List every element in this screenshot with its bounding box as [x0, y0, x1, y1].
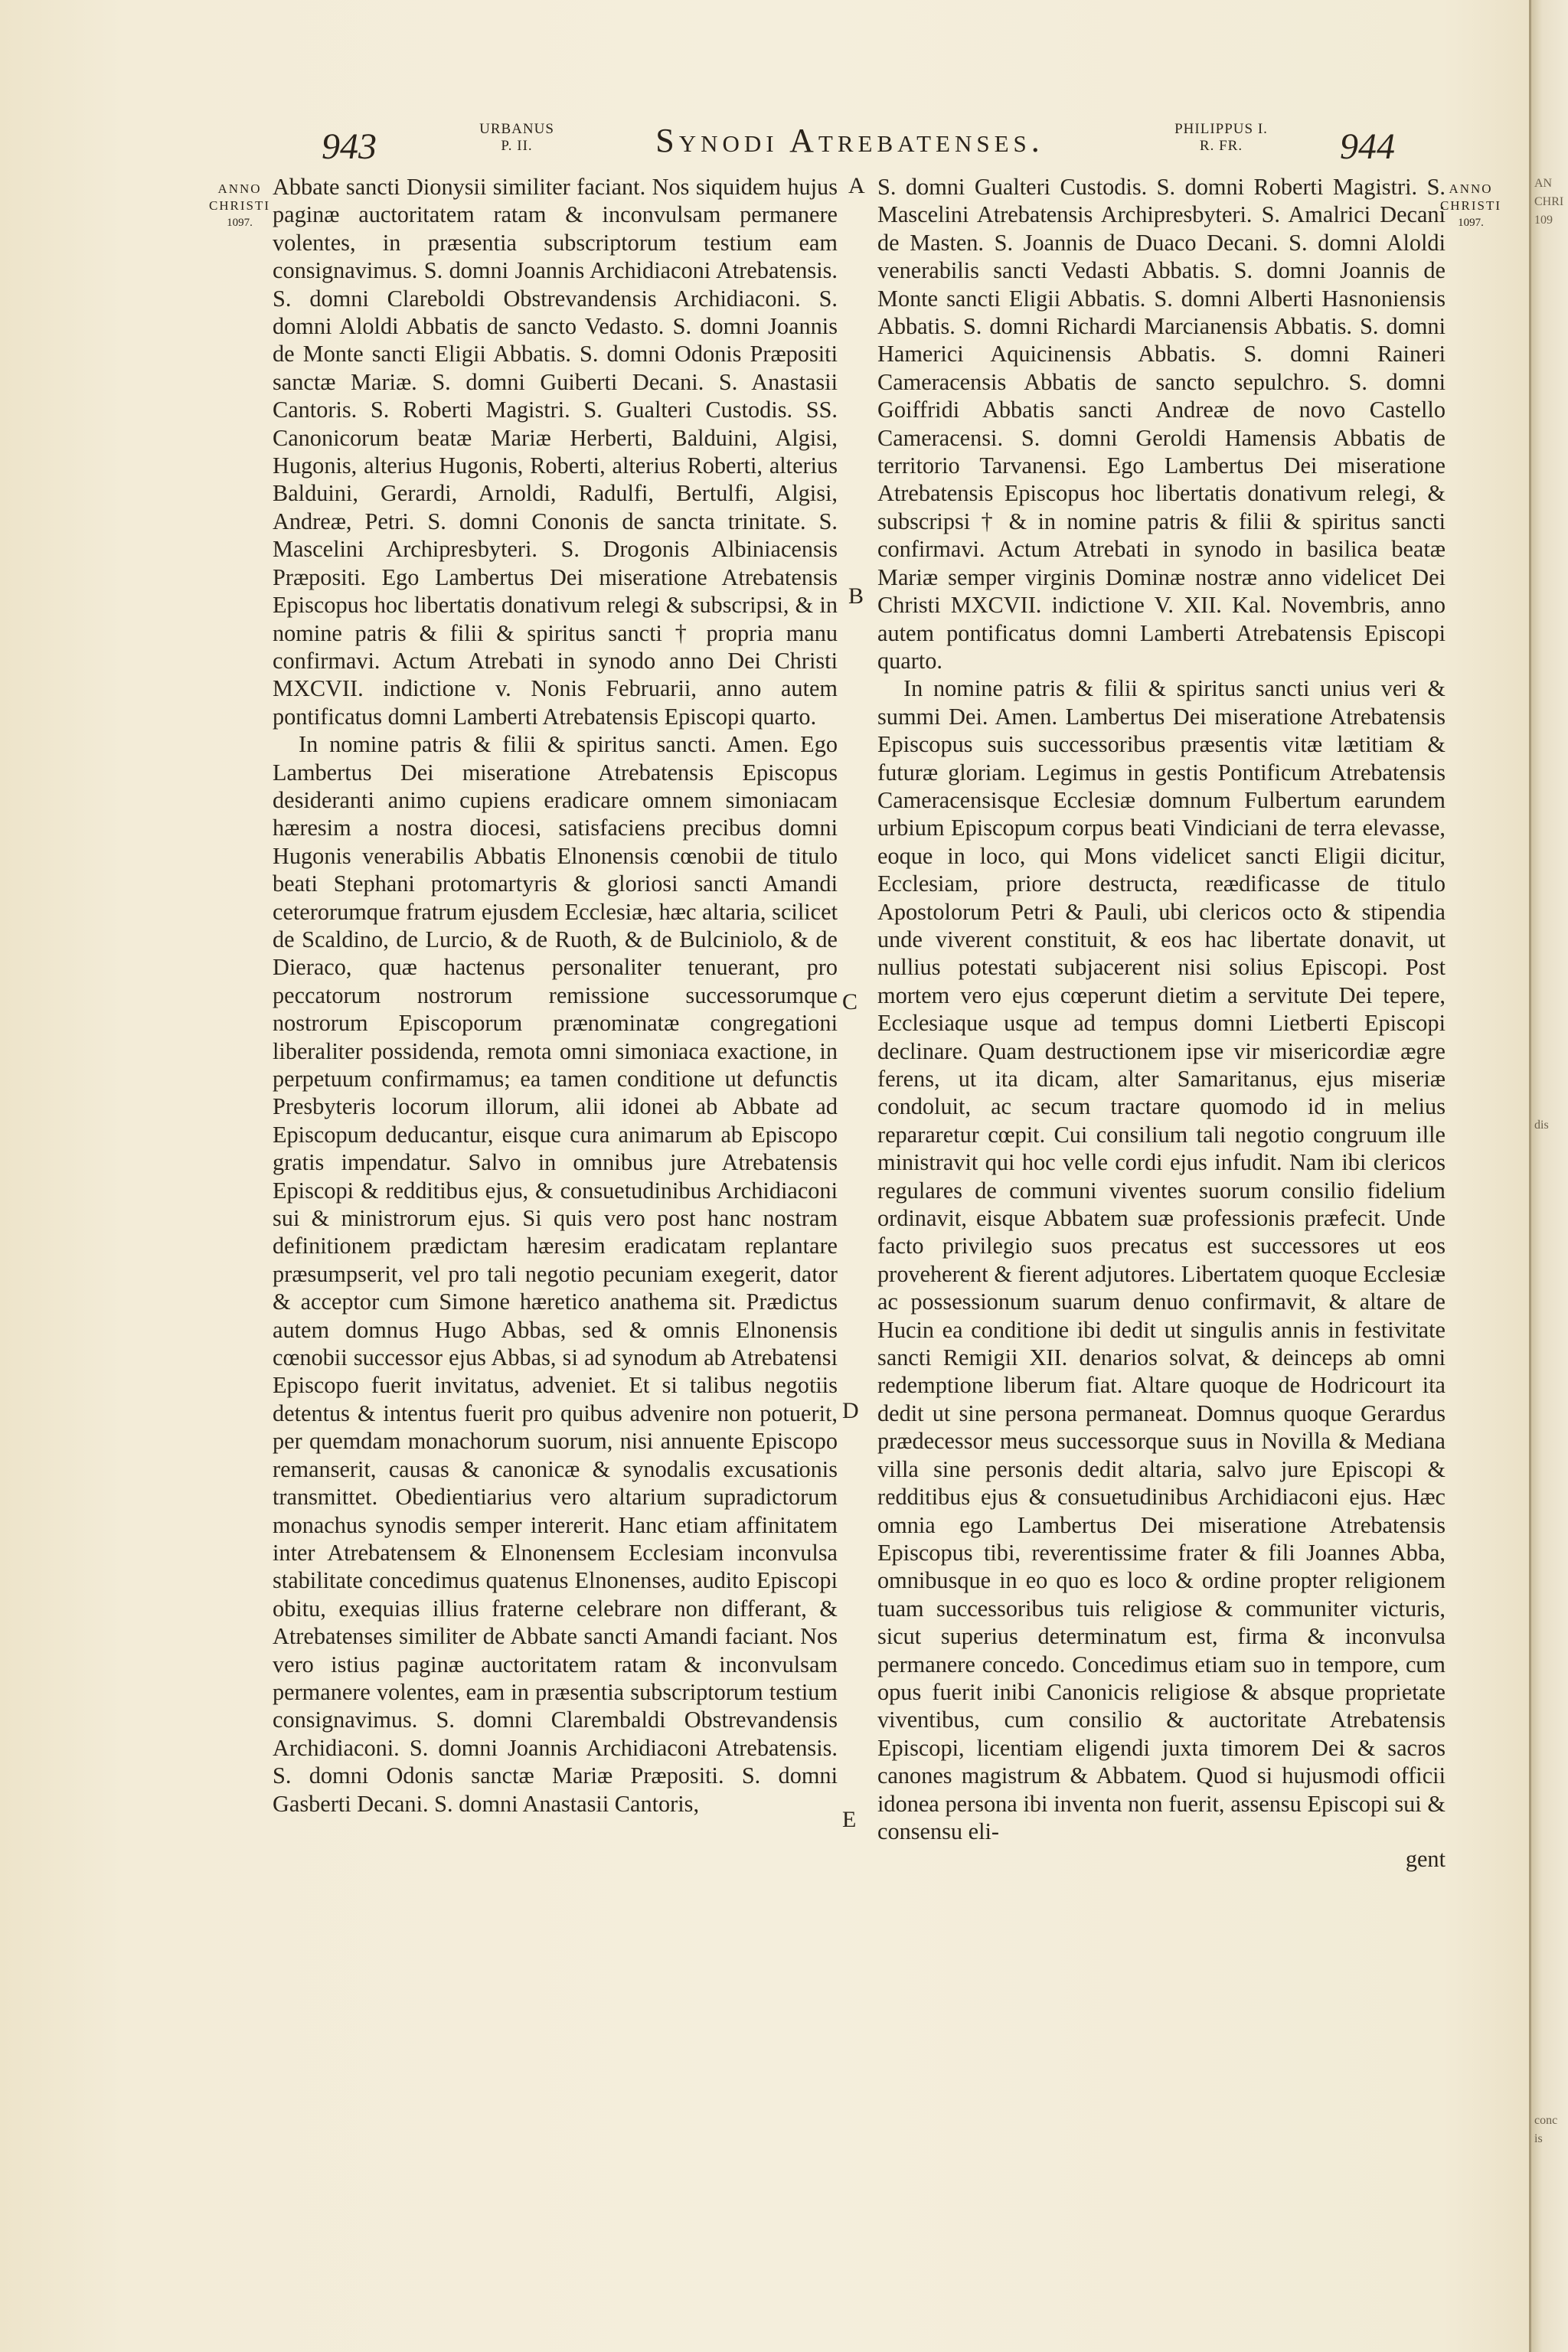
running-head-right: PHILIPPUS I. R. FR. — [1174, 121, 1268, 154]
page-title: Synodi Atrebatenses. — [655, 122, 1044, 159]
page-number-right: 944 — [1340, 126, 1395, 167]
running-head-left: URBANUS P. II. — [479, 121, 554, 154]
catchword: gent — [1405, 1846, 1446, 1873]
text-column-left — [273, 173, 838, 1818]
section-letter-d: D — [842, 1398, 859, 1423]
section-letter-c: C — [842, 989, 858, 1014]
paragraph: In nomine patris & filii & spiritus sancti. Amen. Ego Lambertus Dei miseratione Atrebatensis Episcopus desideranti animo cupiens eradicare omnem simoniacam hæresim a nostra diocesi, satisfaciens precibus domni Hugonis venerabilis Abbatis Elnonensis cœnobii de titulo beati Stephani protomartyris & gloriosi sancti Amandi ceterorumque fratrum ejusdem Ecclesiæ, hæc altaria, scilicet de Scaldino, de Lurcio, & de Ruoth, & de Bulciniolo, & de Dieraco, quæ hactenus personaliter tenuerant, pro peccatorum nostrorum remissione successorumque nostrorum Episcoporum prænominatæ congregationi liberaliter possidenda, remota omni simoniaca exactione, in perpetuum confirmamus; ea tamen conditione ut defunctis Presbyteris locorum illorum, alii idonei ab Abbate ad Episcopum deducantur, eisque cura animarum ab Episcopo gratis impendatur. Salvo in omnibus jure Atrebatensis Episcopi & redditibus ejus, & consuetudinibus Archidiaconi sui & ministrorum ejus. Si quis vero post hanc nostram definitionem prædictam hæresim eradicatam replantare præsumpserit, vel pro tali negotio pecuniam exegerit, dator & acceptor cum Simone hæretico anathema sit. Prædictus autem domnus Hugo Abbas, sed & omnis Elnonensis cœnobii successor ejus Abbas, si ad synodum ab Atrebatensi Episcopo fuerit invitatus, adveniet. Et si talibus negotiis detentus & intentus fuerit pro quibus advenire non potuerit, per quemdam monachorum suorum, nisi annuente Episcopo remanserit, causas & canonicæ & synodalis excusationis transmittet. Obedientiarius vero altarium supradictorum monachus synodis semper intererit. Hanc etiam affinitatem inter Atrebatensem & Elnonensem Ecclesiam inconvulsa stabilitate concedimus quatenus Elnonenses, audito Episcopi obitu, exequias illius fraterne celebrare non differant, & Atrebatenses similiter de Abbate sancti Amandi faciant. Nos vero istius paginæ auctoritatem ratam & inconvulsam permanere volentes, eam in præsentia subscriptorum testium consignavimus. S. domni Clarembaldi Obstrevandensis Archidiaconi. S. domni Joannis Archidiaconi Atrebatensis. S. domni Odonis sanctæ Mariæ Præpositi. S. domni Gasberti Decani. S. domni Anastasii Cantoris, — [273, 731, 838, 1817]
page-number-left: 943 — [322, 126, 377, 167]
margin-note-right: ANNO CHRISTI 1097. — [1439, 181, 1502, 229]
section-letter-a: A — [848, 173, 865, 198]
margin-note-left: ANNO CHRISTI 1097. — [208, 181, 271, 229]
section-letter-b: B — [848, 583, 864, 609]
section-letter-e: E — [842, 1807, 857, 1832]
next-page-edge: AN CHRI 109 dis conc is — [1529, 0, 1568, 2352]
paragraph: S. domni Gualteri Custodis. S. domni Roberti Magistri. S. Mascelini Atrebatensis Archipresbyteri. S. Amalrici Decani de Masten. S. Joannis de Duaco Decani. S. domni Aloldi venerabilis sancti Vedasti Abbatis. S. domni Joannis de Monte sancti Eligii Abbatis. S. domni Alberti Hasnoniensis Abbatis. S. domni Richardi Marcianensis Abbatis. S. domni Hamerici Aquicinensis Abbatis. S. domni Raineri Cameracensis Abbatis de sancto sepulchro. S. domni Goiffridi Abbatis sancti Andreæ de novo Castello Cameracensi. S. domni Geroldi Hamensis Abbatis de territorio Tarvanensi. Ego Lambertus Dei miseratione Atrebatensis Episcopus hoc libertatis donativum relegi, & subscripsi † & in nomine patris & filii & spiritus sancti confirmavi. Actum Atrebati in synodo in basilica beatæ Mariæ semper virginis Dominæ nostræ anno videlicet Dei Christi MXCVII. indictione V. XII. Kal. Novembris, anno autem pontificatus domni Lamberti Atrebatensis Episcopi quarto. — [877, 174, 1446, 674]
text-column-right — [877, 173, 1446, 1873]
paragraph: In nomine patris & filii & spiritus sancti unius veri & summi Dei. Amen. Lambertus Dei miseratione Atrebatensis Episcopus suis successoribus præsentis vitæ lætitiam & futuræ gloriam. Legimus in gestis Pontificum Atrebatensis Cameracensisque Ecclesiæ domnum Fulbertum earundem urbium Episcopum corpus beati Vindiciani de terra elevasse, eoque in loco, qui Mons videlicet sancti Eligii dicitur, Ecclesiam, priore destructa, reædificasse de titulo Apostolorum Petri & Pauli, ubi clericos octo & stipendia unde viverent constituit, & eos hac libertate donavit, ut nullius potestati subjacerent nisi solius Episcopi. Post mortem vero ejus cœperunt dietim a servitute Dei tepere, Ecclesiaque usque ad tempus domni Lietberti Episcopi declinare. Quam destructionem ipse vir misericordiæ ægre ferens, ut ita dicam, alter Samaritanus, ejus miseriæ condoluit, ac secum tractare quomodo id in melius repararetur cœpit. Cui consilium tali negotio congruum ille ministravit qui hoc velle cordi ejus infudit. Nam ibi clericos regulares de communi viventes suorum consilio fidelium ordinavit, eisque Abbatem suæ professionis præfecit. Unde facto privilegio suos precatus est successores ut eos proveherent & fierent adjutores. Libertatem quoque Ecclesiæ ac possessionum suarum denuo confirmavit, & altare de Hucin ea conditione ibi dedit ut singulis annis in festivitate sancti Remigii XII. denarios solvat, & deinceps ab omni redemptione liberum fiat. Altare quoque de Hodricourt ita dedit ut sine persona permaneat. Domnus quoque Gerardus prædecessor meus successorque suus in Novilla & Mediana villa sine personis dedit altaria, salvo jure Episcopi & redditibus ejus & consuetudinibus Archidiaconi ejus. Hæc omnia ego Lambertus Dei miseratione Atrebatensis Episcopus tibi, reverentissime frater & fili Joannes Abba, omnibusque in eo quo es loco & ordine propter religionem tuam successoribus tuis religiose & communiter victuris, sicut superius determinatum est, firma & inconvulsa permanere concedo. Concedimus etiam suo in tempore, cum opus fuerit inibi Canonicis religiose & absque proprietate viventibus, cum consilio & auctoritate Atrebatensis Episcopi, licentiam eligendi juxta timorem Dei & sacros canones magistrum & Abbatem. Quod si hujusmodi officii idonea persona ibi inventa non fuerit, assensu Episcopi sui & consensu eli- — [877, 675, 1446, 1844]
paragraph: Abbate sancti Dionysii similiter faciant. Nos siquidem hujus paginæ auctoritatem ratam & inconvulsam permanere volentes, in præsentia subscriptorum testium eam consignavimus. S. domni Joannis Archidiaconi Atrebatensis. S. domni Clareboldi Obstrevandensis Archidiaconi. S. domni Aloldi Abbatis de sancto Vedasto. S. domni Joannis de Monte sancti Eligii Abbatis. S. domni Odonis Præpositi sanctæ Mariæ. S. domni Guiberti Decani. S. Anastasii Cantoris. S. Roberti Magistri. S. Gualteri Custodis. SS. Canonicorum beatæ Mariæ Herberti, Balduini, Algisi, Hugonis, alterius Hugonis, Roberti, alterius Roberti, alterius Balduini, Gerardi, Arnoldi, Radulfi, Bertulfi, Algisi, Andreæ, Petri. S. domni Cononis de sancta trinitate. S. Mascelini Archipresbyteri. S. Drogonis Albiniacensis Præpositi. Ego Lambertus Dei miseratione Atrebatensis Episcopus hoc libertatis donativum relegi & subscripsi, & in nomine patris & filii & spiritus sancti † propria manu confirmavi. Actum Atrebati in synodo anno Dei Christi MXCVII. indictione v. Nonis Februarii, anno autem pontificatus domni Lamberti Atrebatensis Episcopi quarto. — [273, 174, 838, 730]
